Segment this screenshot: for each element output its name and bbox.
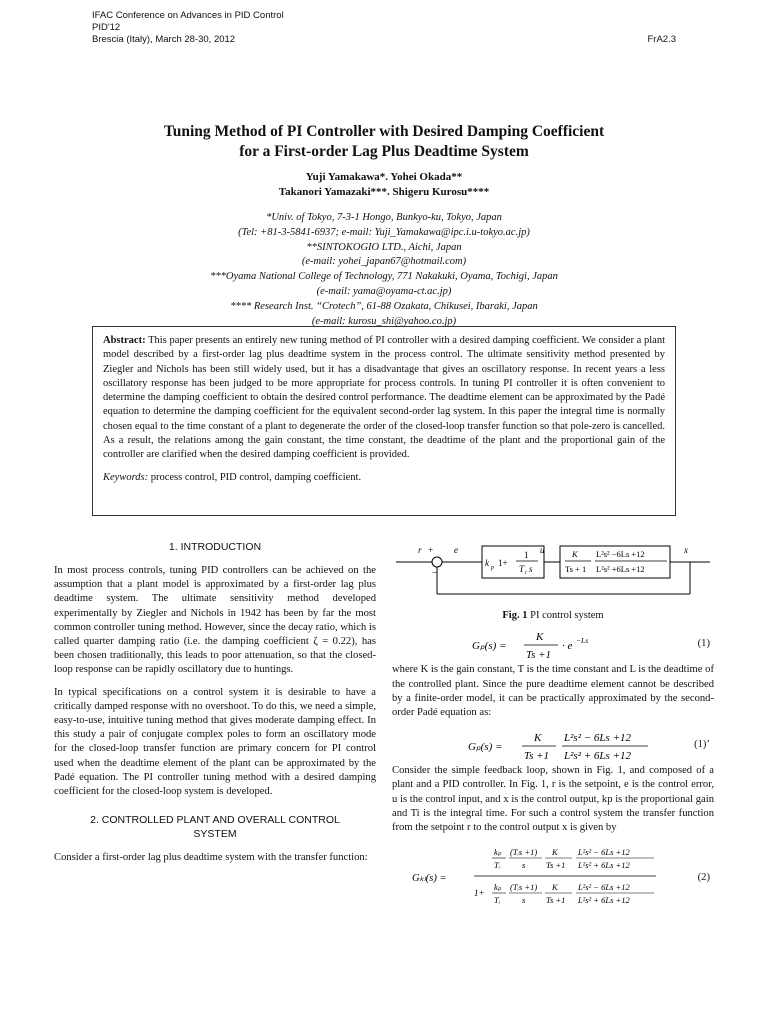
keywords-label: Keywords: bbox=[103, 471, 149, 483]
eq1-lhs: Gₚ(s) = bbox=[472, 640, 507, 653]
authors-line-1: Yuji Yamakawa*. Yohei Okada** bbox=[305, 171, 463, 183]
controller-one-plus: 1+ bbox=[498, 558, 508, 568]
eq1p-number: (1)’ bbox=[694, 739, 710, 751]
affiliation-line: *Univ. of Tokyo, 7-3-1 Hongo, Bunkyo-ku, Tokyo, Japan bbox=[266, 212, 502, 223]
controller-denominator-s: s bbox=[529, 564, 533, 574]
section2-paragraph-1: Consider a first-order lag plus deadtime system with the transfer function: bbox=[54, 852, 368, 864]
eq1p-lhs: Gₚ(s) = bbox=[468, 741, 503, 754]
right-column bbox=[392, 540, 714, 911]
eq1p-Ts1: Ts +1 bbox=[524, 750, 550, 763]
eq2-num-s: s bbox=[522, 860, 526, 871]
affiliation-line: ***Oyama National College of Technology, 771 Nakakuki, Oyama, Tochigi, Japan bbox=[210, 271, 558, 283]
plant-K: K bbox=[572, 549, 578, 559]
eq2-den-s: s bbox=[522, 895, 526, 906]
authors bbox=[60, 170, 708, 200]
eq2-num-kp: kₚ bbox=[494, 847, 502, 858]
eq2-num-K: K bbox=[552, 847, 558, 858]
equation-1-prime bbox=[392, 728, 714, 764]
conference-location: Brescia (Italy), March 28-30, 2012 bbox=[92, 34, 236, 45]
abstract-text: This paper presents an entirely new tuning method of PI controller with a desired damping coefficient. We consider a plant model described by a first-order lag plus deadtime system in the process control. The ultimate sensitivity method presented by Ziegler and Nichols has been still widely used, but it has a disadvantage that gives an oscillatory response. In recent years a less oscillatory response has been judged to be more appropriate for process controls. In tuning PI controller it is often convenient to determine the damping coefficient to obtain the desired control performance. The deadtime element can be approximated by the Padé equation to determine the damping coefficient for the equivalent second-order lag system. In this paper the integral time is normally chosen equal to the time constant of a plant to degenerate the order of the closed-loop transfer function so that pole-zero is cancelled. As a result, the relations among the gain constant, the time constant, the deadtime of the plant and the proportional gain of the controller are clarified when the desired damping coefficient is provided. bbox=[103, 335, 665, 461]
abstract-body bbox=[103, 334, 665, 463]
eq2-num-Ti: Tᵢ bbox=[494, 860, 501, 871]
keywords bbox=[103, 471, 665, 485]
intro-paragraph-1: In most process controls, tuning PID controllers can be achieved on the assumption that a plant model is approximated by a first-order lag plus deadtime system. The ultimate sensitivity method developed experimentally by Ziegler and Nichols in 1942 has been by far the most common controller tuning method. However, since the decay ratio, which is called quarter damping ratio (i.e. the damping coefficient ζ = 0.22), has been chosen traditionally, this leads to poor attenuation, so that the closed-loop response can be rapidly oscillatory due to huntings. bbox=[54, 565, 376, 676]
section-heading-introduction: 1. INTRODUCTION bbox=[168, 541, 262, 553]
eq2-number: (2) bbox=[697, 872, 710, 884]
affiliation-line: (Tel: +81-3-5841-6937; e-mail: Yuji_Yamakawa@ipc.i.u-tokyo.ac.jp) bbox=[238, 226, 530, 238]
intro-paragraph-2: In typical specifications on a control system it is desirable to have a critically damped response with no overshoot. To do this, we need a simple, easy-to-use, intuitive tuning method that gives moderate damping effect. In this study a pair of conjugate complex poles to form an oscillatory mode for the closed-loop transfer function are primary concern for PI control used when the deadtime element of the plant can be approximated by the Padé equation. The PI controller tuning method with a desired damping coefficient for the closed-loop system is developed. bbox=[54, 686, 376, 798]
signal-x-label: x bbox=[684, 545, 688, 555]
controller-kp: k bbox=[485, 558, 489, 568]
paper-id: FrA2.3 bbox=[647, 34, 676, 45]
signal-r-label: r bbox=[418, 545, 422, 555]
eq2-den-Ti: Tᵢ bbox=[494, 895, 501, 906]
plant-pade-numerator: L²s² −6Ls +12 bbox=[596, 549, 645, 559]
controller-kp-sub: p bbox=[491, 565, 494, 571]
eq2-num-Tis1: (Tᵢs +1) bbox=[510, 847, 538, 858]
eq1p-K: K bbox=[534, 732, 542, 745]
keywords-text: process control, PID control, damping coefficient. bbox=[150, 471, 362, 483]
padé-paragraph: where K is the gain constant, T is the time constant and L is the deadtime of the controlled plant. Since the pure deadtime element cannot be described by a finite-order model, it can be practically approximated by the second-order Padé equation as: bbox=[392, 664, 714, 719]
paper-title bbox=[60, 122, 708, 162]
eq1-number: (1) bbox=[697, 638, 710, 650]
eq2-den-pade-n: L²s² − 6Ls +12 bbox=[578, 882, 630, 893]
controller-denominator-sub: i bbox=[525, 570, 527, 576]
eq1p-numerator: L²s² − 6Ls +12 bbox=[564, 732, 631, 745]
affiliation-line: (e-mail: yohei_japan67@hotmail.com) bbox=[301, 256, 467, 268]
conference-name: IFAC Conference on Advances in PID Control bbox=[92, 10, 284, 21]
signal-plus-label: + bbox=[428, 545, 434, 555]
affiliation-line: **SINTOKOGIO LTD., Aichi, Japan bbox=[306, 241, 462, 253]
eq1-sup: −Ls bbox=[576, 636, 589, 646]
eq2-den-Tis1: (Tᵢs +1) bbox=[510, 882, 538, 893]
authors-line-2: Takanori Yamazaki***. Shigeru Kurosu**** bbox=[278, 186, 490, 198]
conference-header bbox=[92, 10, 284, 46]
conference-short: PID'12 bbox=[92, 22, 121, 33]
summing-junction bbox=[432, 557, 442, 567]
abstract-label: Abstract: bbox=[103, 335, 146, 346]
plant-pade-denominator: L²s² +6Ls +12 bbox=[596, 564, 645, 574]
eq1-den: Ts +1 bbox=[526, 649, 552, 662]
eq2-lhs: Gₖₗ(s) = bbox=[412, 873, 447, 885]
eq1-exp: · e bbox=[562, 640, 573, 653]
left-column bbox=[54, 540, 376, 873]
figure-caption bbox=[392, 609, 714, 623]
title-line-2: for a First-order Lag Plus Deadtime System bbox=[239, 143, 529, 160]
section2-heading-line-2: SYSTEM bbox=[193, 828, 237, 841]
affiliation-line: (e-mail: yama@oyama-ct.ac.jp) bbox=[316, 285, 452, 297]
eq2-num-pade-n: L²s² − 6Ls +12 bbox=[578, 847, 630, 858]
equation-1 bbox=[392, 627, 714, 663]
controller-denominator-T: T bbox=[519, 564, 525, 574]
eq1p-denominator: L²s² + 6Ls +12 bbox=[564, 750, 631, 763]
abstract-box bbox=[92, 326, 676, 516]
eq2-den-kp: kₚ bbox=[494, 882, 502, 893]
eq2-den-K: K bbox=[552, 882, 558, 893]
controller-numerator: 1 bbox=[524, 550, 529, 560]
eq1-K: K bbox=[536, 631, 544, 644]
signal-u-label: u bbox=[540, 545, 545, 555]
pi-control-block-diagram bbox=[392, 540, 714, 602]
title-line-1: Tuning Method of PI Controller with Desired Damping Coefficient bbox=[163, 123, 605, 140]
plant-Ts1: Ts + 1 bbox=[565, 564, 587, 574]
eq2-den-pade-d: L²s² + 6Ls +12 bbox=[578, 895, 630, 906]
feedback-loop-paragraph: Consider the simple feedback loop, shown in Fig. 1, and composed of a plant and a PID controller. In Fig. 1, r is the setpoint, e is the control error, u is the control input, and x is the control output, kp is the proportional gain and Ti is the integral time. For such a control system the transfer function from the setpoint r to the control output x is given by bbox=[392, 765, 714, 834]
affiliations bbox=[60, 211, 708, 329]
figure-caption-text: PI control system bbox=[530, 610, 604, 622]
eq2-den-Ts1: Ts +1 bbox=[546, 895, 566, 906]
section-heading-controlled-plant bbox=[54, 813, 376, 841]
eq2-den-one-plus: 1+ bbox=[474, 888, 485, 899]
affiliation-line: (e-mail: kurosu_shi@yahoo.co.jp) bbox=[311, 315, 457, 327]
signal-e-label: e bbox=[454, 545, 458, 555]
eq2-num-Ts1: Ts +1 bbox=[546, 860, 566, 871]
eq2-num-pade-d: L²s² + 6Ls +12 bbox=[578, 860, 630, 871]
equation-2 bbox=[392, 843, 714, 911]
section2-heading-line-1: 2. CONTROLLED PLANT AND OVERALL CONTROL bbox=[90, 814, 340, 827]
controller-block bbox=[482, 546, 544, 578]
figure-caption-label: Fig. 1 bbox=[502, 610, 528, 622]
signal-minus-label: − bbox=[432, 568, 438, 579]
affiliation-line: **** Research Inst. “Crotech”, 61-88 Ozakata, Chikusei, Ibaraki, Japan bbox=[230, 300, 538, 312]
